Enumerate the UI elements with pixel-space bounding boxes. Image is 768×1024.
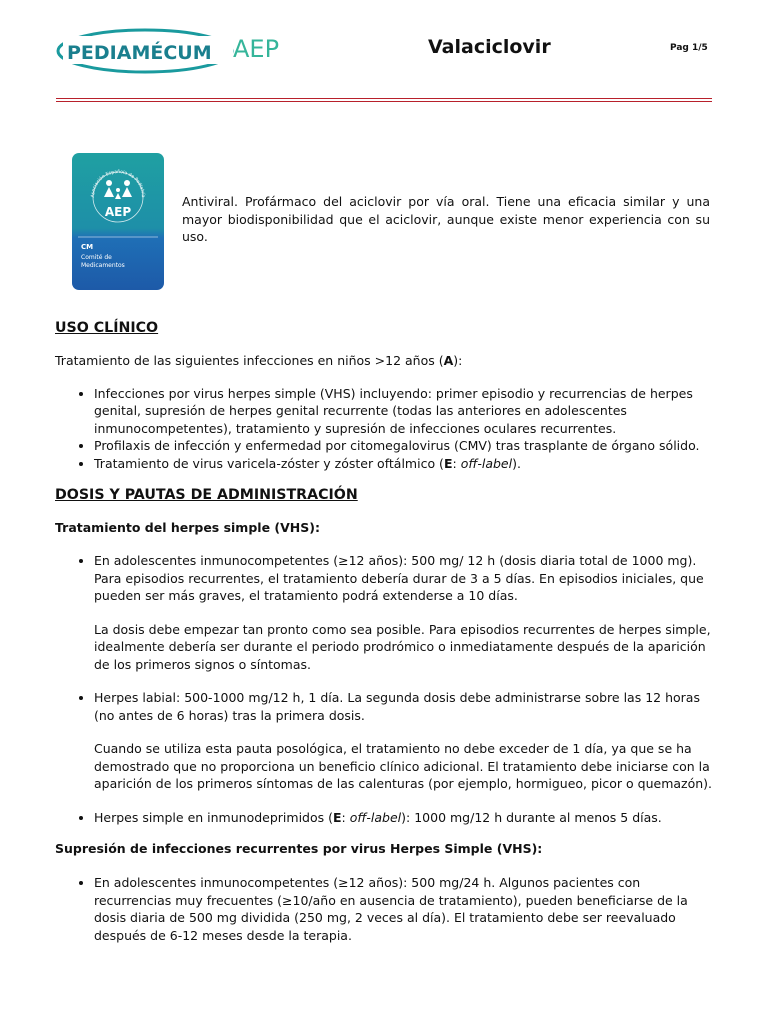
- badge-line1: Comité de: [81, 254, 112, 261]
- list-item: • Tratamiento de virus varicela-zóster y zóster oftálmico (E: off-label).: [94, 455, 715, 473]
- badge-line2: Medicamentos: [81, 262, 125, 269]
- aep-cm-badge: [72, 153, 164, 290]
- dosis-list-2: [55, 874, 715, 944]
- pediamecum-logo: [55, 27, 300, 77]
- list-item: • En adolescentes inmunocompetentes (≥12 años): 500 mg/24 h. Algunos pacientes con recurrencias muy frecuentes (≥10/año en ausencia de tratamiento), pueden beneficiarse de la dosis diaria de 500 mg dividida (250 mg, 2 veces al día). El tratamiento debe ser reevaluado después de 6-12 meses desde la terapia.: [94, 874, 715, 944]
- uso-list: [55, 385, 715, 473]
- section-heading-dosis: DOSIS Y PAUTAS DE ADMINISTRACIÓN: [55, 487, 358, 503]
- dose-text: • En adolescentes inmunocompetentes (≥12 años): 500 mg/ 12 h (dosis diaria total de 1000 mg). Para episodios recurrentes, el tratamiento debería durar de 3 a 5 días. En episodios iniciales, que pueden ser más graves, el tratamiento podrá extenderse a 10 días.: [94, 553, 704, 603]
- logo-text: PEDIAMÉCUM: [67, 42, 212, 64]
- badge-acronym: AEP: [104, 205, 132, 219]
- badge-cm: CM: [81, 243, 94, 251]
- document-body: [55, 318, 715, 944]
- page-number: Pag 1/5: [670, 43, 708, 53]
- list-item: • Infecciones por virus herpes simple (VHS) incluyendo: primer episodio y recurrencias de herpes genital, supresión de herpes genital recurrente (todas las anteriores en adolescentes inmunocompetentes), tratamiento y supresión de infecciones oculares recurrentes.: [94, 385, 715, 438]
- subheading-herpes-simple: Tratamiento del herpes simple (VHS):: [55, 520, 320, 535]
- list-item: [94, 552, 715, 673]
- header-rule-bottom: [56, 101, 712, 102]
- dose-note: Cuando se utiliza esta pauta posológica, el tratamiento no debe exceder de 1 día, ya que se ha demostrado que no proporciona un beneficio clínico adicional. El tratamiento debe iniciarse con la aparición de los primeros síntomas de las calenturas (por ejemplo, hormigueo, picor o quemazón).: [94, 741, 713, 791]
- uso-lead: Tratamiento de las siguientes infecciones en niños >12 años (A):: [55, 353, 463, 368]
- list-item: • Profilaxis de infección y enfermedad por citomegalovirus (CMV) tras trasplante de órgano sólido.: [94, 437, 715, 455]
- intro-paragraph: Antiviral. Profármaco del aciclovir por vía oral. Tiene una eficacia similar y una mayor biodisponibilidad que el aciclovir, aunque existe menor experiencia con su uso.: [182, 194, 710, 244]
- list-item: [94, 689, 715, 793]
- dosis-list-1: [55, 552, 715, 826]
- document-title: Valaciclovir: [428, 36, 551, 58]
- header-rule-top: [56, 98, 712, 99]
- list-item: • Herpes simple en inmunodeprimidos (E: off-label): 1000 mg/12 h durante al menos 5 días.: [94, 809, 715, 827]
- section-heading-uso-clinico: USO CLÍNICO: [55, 320, 159, 336]
- subheading-supresion: Supresión de infecciones recurrentes por virus Herpes Simple (VHS):: [55, 841, 543, 856]
- logo-accent: AEP: [233, 35, 280, 63]
- dose-note: La dosis debe empezar tan pronto como sea posible. Para episodios recurrentes de herpes simple, idealmente debería ser durante el periodo prodrómico o inmediatamente después de la aparición de los primeros signos o síntomas.: [94, 621, 711, 672]
- dose-text: • Herpes labial: 500-1000 mg/12 h, 1 día. La segunda dosis debe administrarse sobre las 12 horas (no antes de 6 horas) tras la primera dosis.: [94, 690, 700, 723]
- badge-arc-text: Asociación Española de Pediatría: [90, 169, 146, 198]
